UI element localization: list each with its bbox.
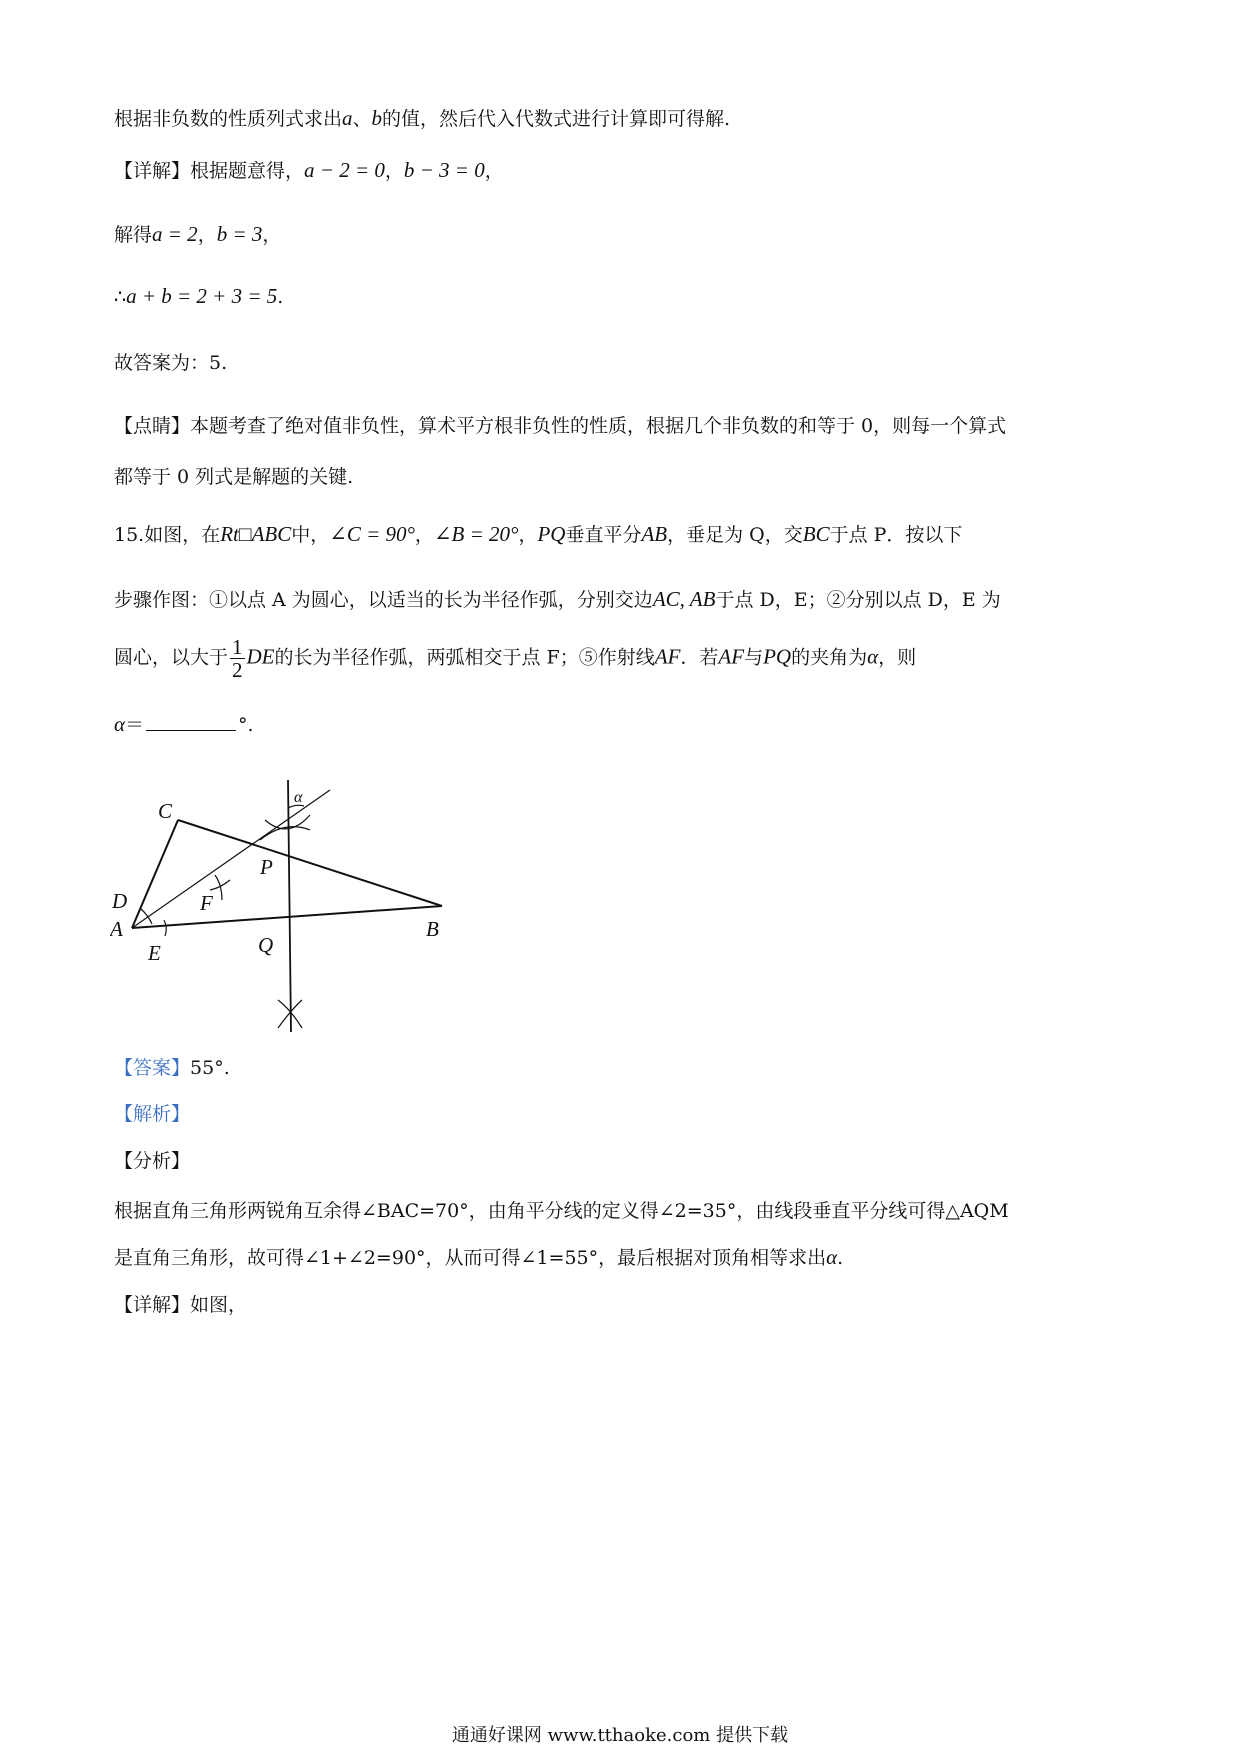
text-line-5: 故答案为：5. [114, 352, 228, 374]
label-a: A [110, 917, 123, 941]
question-15-line-3: 圆心，以大于 $\frac{1}{2}$ DE的长为半径作弧，两弧相交于点 F；⑤作射线AF．若AF与PQ的夹角为α，则 [114, 635, 917, 682]
fenxi-line-1: 根据直角三角形两锐角互余得∠BAC=70°，由角平分线的定义得∠2=35°，由线段垂直平分线可得△AQM [114, 1200, 1009, 1222]
footer-text: 通通好课网 www.tthaoke.com 提供下载 [451, 1725, 789, 1746]
detail-line: 【详解】如图， [114, 1294, 248, 1316]
label-q: Q [258, 933, 274, 957]
question-15-line-4: α＝ °. [114, 712, 254, 736]
side-ab [132, 906, 442, 928]
answer-line [114, 1053, 230, 1080]
fenxi-line-2: 是直角三角形，故可得∠1+∠2=90°，从而可得∠1=55°，最后根据对顶角相等求出α. [114, 1245, 844, 1269]
therefore-symbol: ∴ [114, 286, 127, 308]
text-line-1: 根据非负数的性质列式求出a、b的值，然后代入代数式进行计算即可得解. [114, 106, 731, 130]
text-line-4: ∴a + b = 2 + 3 = 5. [114, 284, 284, 308]
fenxi-tag: 【分析】 [114, 1150, 191, 1172]
comment-tag: 【点睛】 [114, 415, 191, 437]
question-15-line-2: 步骤作图：①以点 A 为圆心，以适当的长为半径作弧，分别交边AC, AB于点 D，E；②分别以点 D，E 为 [114, 587, 1001, 611]
text-line-2: 【详解】根据题意得，a − 2 = 0，b − 3 = 0， [114, 158, 504, 182]
label-alpha: α [294, 789, 303, 806]
detail-tag: 【详解】 [114, 160, 191, 182]
label-e: E [148, 941, 161, 965]
label-d: D [112, 889, 128, 913]
text-line-7: 都等于 0 列式是解题的关键. [114, 466, 354, 488]
analysis-tag: 【解析】 [114, 1103, 191, 1125]
label-p: P [260, 855, 273, 879]
side-cb [178, 820, 442, 906]
arc-e [164, 920, 166, 936]
label-c: C [158, 799, 173, 823]
answer-tag: 【答案】 [114, 1057, 191, 1079]
answer-value: 55°. [190, 1057, 230, 1079]
geometry-figure [110, 760, 470, 1040]
var-a: a [342, 106, 353, 130]
text-line-6: 【点睛】本题考查了绝对值非负性，算术平方根非负性的性质，根据几个非负数的和等于 0，则每一个算式 [114, 415, 1007, 437]
label-f: F [200, 891, 213, 915]
var-b: b [371, 106, 383, 130]
answer-blank [146, 729, 236, 731]
label-b: B [426, 917, 439, 941]
text-line-3: 解得a = 2，b = 3， [114, 222, 282, 246]
fraction-half: $\frac{1}{2}$ [232, 635, 243, 682]
question-15-line-1: 15.如图，在Rt□ABC中，∠C = 90°，∠B = 20°，PQ垂直平分AB，垂足为 Q，交BC于点 P．按以下 [114, 522, 963, 546]
